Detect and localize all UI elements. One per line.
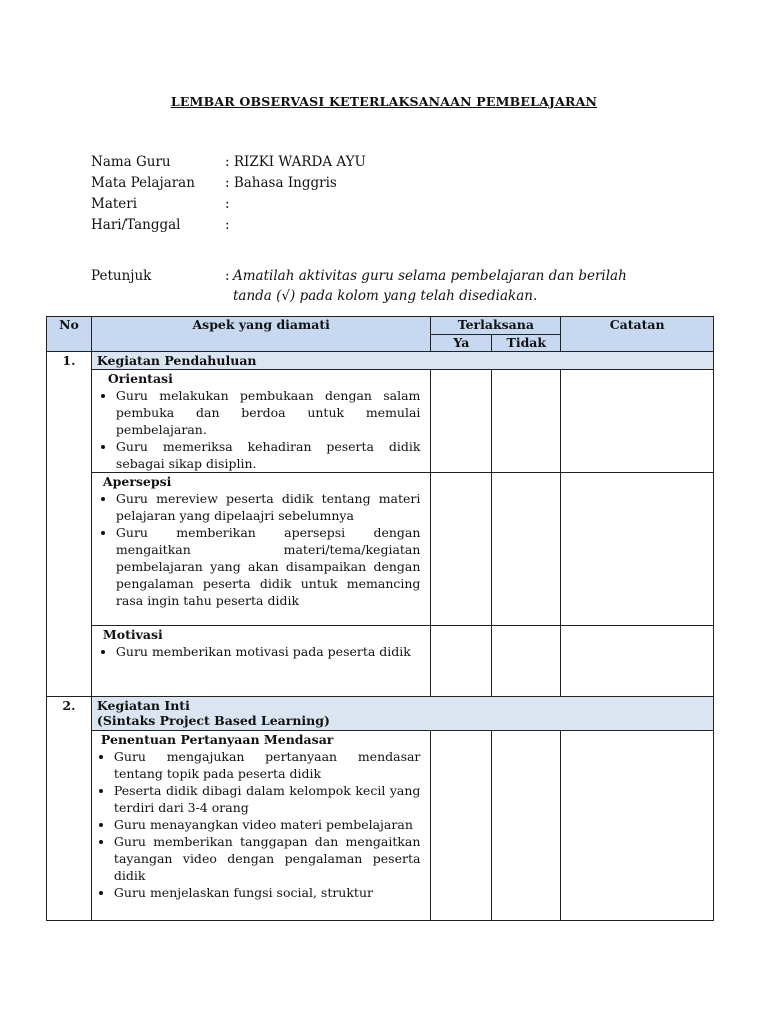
list-item: • Guru menjelaskan fungsi social, struktur [114, 884, 421, 901]
group-row-penentuan [47, 731, 714, 921]
header-catatan: Catatan [561, 317, 714, 352]
item-list [98, 387, 421, 472]
list-item: • Guru melakukan pembukaan dengan salam pembuka dan berdoa untuk memulai pembelajaran. [116, 387, 421, 438]
section-row-2 [47, 697, 714, 731]
observation-table [46, 316, 714, 921]
ya-cell[interactable] [431, 626, 492, 697]
section-title: Kegiatan Pendahuluan [91, 352, 713, 370]
aspect-cell [91, 370, 431, 473]
info-label: Mata Pelajaran [91, 175, 195, 191]
catatan-cell[interactable] [561, 626, 714, 697]
document-title: LEMBAR OBSERVASI KETERLAKSANAAN PEMBELAJARAN [170, 94, 598, 109]
petunjuk-colon: : [225, 268, 230, 284]
section-subtitle: (Sintaks Project Based Learning) [96, 713, 330, 728]
header-no: No [47, 317, 92, 352]
ya-cell[interactable] [431, 731, 492, 921]
section-number: 1. [47, 352, 92, 697]
tidak-cell[interactable] [492, 626, 561, 697]
info-value: : RIZKI WARDA AYU [225, 154, 366, 170]
aspect-cell [91, 626, 431, 697]
list-item: • Guru memberikan apersepsi dengan mengaitkan materi/tema/kegiatan pembelajaran yang akan disampaikan dengan pengalaman peserta didik untuk memancing rasa ingin tahu peserta didik [116, 524, 421, 609]
info-label: Hari/Tanggal [91, 217, 181, 233]
info-value: : Bahasa Inggris [225, 175, 337, 191]
catatan-cell[interactable] [561, 473, 714, 626]
group-heading: Apersepsi [102, 474, 172, 489]
list-item: • Guru mengajukan pertanyaan mendasar tentang topik pada peserta didik [114, 748, 421, 782]
header-terlaksana: Terlaksana [431, 317, 561, 335]
info-value: : [225, 217, 230, 233]
group-heading: Orientasi [107, 371, 173, 386]
ya-cell[interactable] [431, 473, 492, 626]
catatan-cell[interactable] [561, 731, 714, 921]
header-ya: Ya [431, 335, 492, 352]
info-label: Materi [91, 196, 138, 212]
header-tidak: Tidak [492, 335, 561, 352]
group-heading: Motivasi [102, 627, 163, 642]
list-item: • Guru memberikan tanggapan dan mengaitkan tayangan video dengan pengalaman peserta didik [114, 833, 421, 884]
section-title: Kegiatan Inti [96, 698, 190, 713]
ya-cell[interactable] [431, 370, 492, 473]
group-row-apersepsi [47, 473, 714, 626]
header-aspek: Aspek yang diamati [91, 317, 431, 352]
item-list [98, 748, 421, 901]
aspect-cell [91, 731, 431, 921]
group-row-motivasi [47, 626, 714, 697]
list-item: • Guru memeriksa kehadiran peserta didik sebagai sikap disiplin. [116, 438, 421, 472]
group-heading: Penentuan Pertanyaan Mendasar [100, 732, 334, 747]
info-value: : [225, 196, 230, 212]
tidak-cell[interactable] [492, 370, 561, 473]
petunjuk-line-2: tanda (√) pada kolom yang telah disediakan. [233, 288, 538, 304]
petunjuk-line-1: Amatilah aktivitas guru selama pembelajaran dan berilah [233, 268, 627, 284]
list-item: • Guru menayangkan video materi pembelajaran [114, 816, 421, 833]
group-row-orientasi [47, 370, 714, 473]
header-row-1 [47, 317, 714, 335]
aspect-cell [91, 473, 431, 626]
petunjuk-text [227, 266, 677, 306]
tidak-cell[interactable] [492, 731, 561, 921]
list-item: • Guru mereview peserta didik tentang materi pelajaran yang dipelaajri sebelumnya [116, 490, 421, 524]
list-item: • Guru memberikan motivasi pada peserta didik [116, 643, 421, 660]
section-row-1 [47, 352, 714, 370]
section-number: 2. [47, 697, 92, 921]
tidak-cell[interactable] [492, 473, 561, 626]
section-title-block [91, 697, 713, 731]
list-item: • Peserta didik dibagi dalam kelompok kecil yang terdiri dari 3-4 orang [114, 782, 421, 816]
item-list [98, 490, 421, 609]
item-list [98, 643, 421, 660]
info-label: Nama Guru [91, 154, 171, 170]
petunjuk-label: Petunjuk [91, 268, 152, 284]
catatan-cell[interactable] [561, 370, 714, 473]
